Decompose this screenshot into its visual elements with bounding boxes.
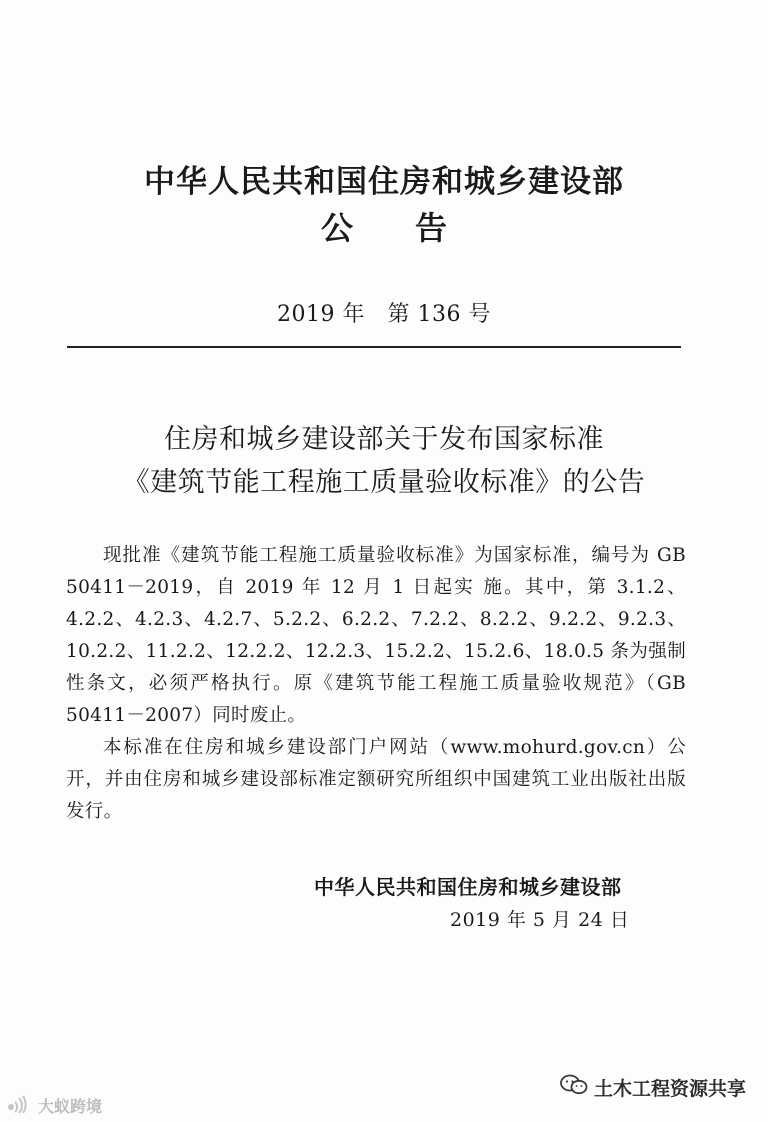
watermark-right-text: 土木工程资源共享 [593,1078,746,1100]
watermark-left-text: 大蚁跨境 [38,1097,103,1116]
announcement-heading-line1: 住房和城乡建设部关于发布国家标准 [164,424,604,455]
watermark-left [6,1094,102,1117]
wechat-icon [560,1074,588,1101]
issue-number: 2019 年 第 136 号 [277,302,491,327]
body-paragraph-2: 本标准在住房和城乡建设部门户网站（www.mohurd.gov.cn）公开，并由住房和城乡建设部标准定额研究所组织中国建筑工业出版社出版发行。 [66,737,686,822]
horizontal-rule [67,346,681,348]
announcement-body [66,540,686,828]
watermark-right [560,1074,746,1101]
ministry-title: 中华人民共和国住房和城乡建设部 [144,164,624,200]
signature-organization: 中华人民共和国住房和城乡建设部 [314,875,622,899]
body-paragraph-1: 现批准《建筑节能工程施工质量验收标准》为国家标准，编号为 GB 50411－2019，自 2019 年 12 月 1 日起实 施。其中，第 3.1.2、4.2.2、4.2.3、4.2.7、5.2.2、6.2.2、7.2.2、8.2.2、9.2.2、9.2.3、10.2.2、11.2.2、12.2.2、12.2.3、15.2.2、15.2.6、18.0.5 条为强制性条文，必须严格执行。原《建筑节能工程施工质量验收规范》（GB 50411－2007）同时废止。 [66,545,686,726]
signature-date: 2019 年 5 月 24 日 [450,909,630,931]
sound-wave-icon [6,1095,34,1117]
notice-title: 公告 [320,209,509,247]
announcement-heading-line2: 《建筑节能工程施工质量验收标准》的公告 [122,467,646,498]
